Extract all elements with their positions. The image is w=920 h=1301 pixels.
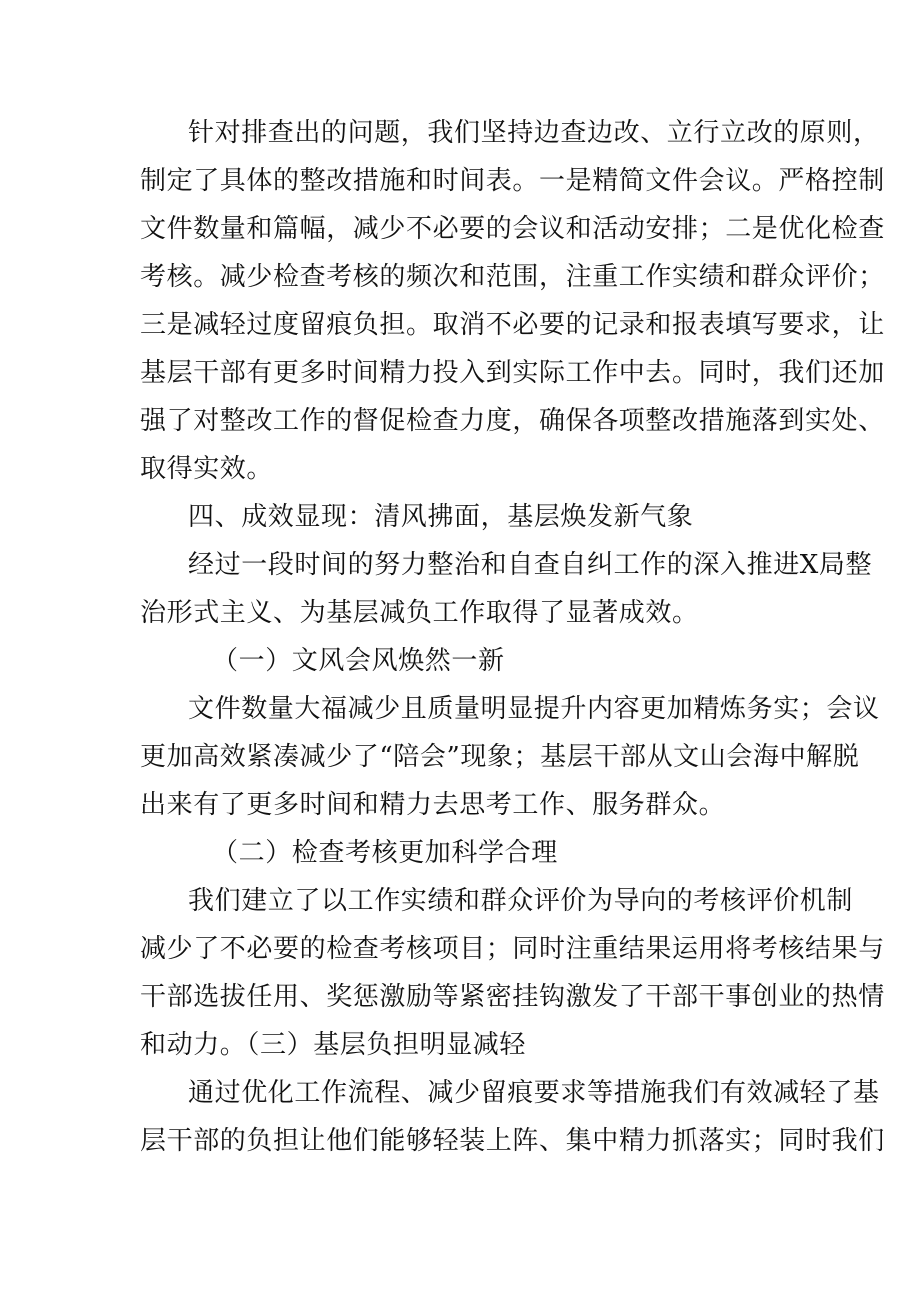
paragraph-1-line-7: 强了对整改工作的督促检查力度，确保各项整改措施落到实处、	[140, 406, 885, 436]
paragraph-4-line-1: 我们建立了以工作实绩和群众评价为导向的考核评价机制	[188, 886, 854, 916]
paragraph-1-line-5: 三是减轻过度留痕负担。取消不必要的记录和报表填写要求，让	[140, 310, 885, 340]
paragraph-1-line-3: 文件数量和篇幅，减少不必要的会议和活动安排；二是优化检查	[140, 214, 885, 244]
paragraph-1-line-4: 考核。减少检查考核的频次和范围，注重工作实绩和群众评价；	[140, 262, 885, 292]
paragraph-3-line-1: 文件数量大福减少且质量明显提升内容更加精炼务实；会议	[188, 694, 880, 724]
paragraph-4-line-4: 和动力。（三）基层负担明显减轻	[140, 1030, 527, 1060]
paragraph-1-line-6: 基层干部有更多时间精力投入到实际工作中去。同时，我们还加	[140, 358, 885, 388]
paragraph-3-line-2: 更加高效紧凑减少了“陪会”现象；基层干部从文山会海中解脱	[140, 742, 860, 772]
subsection-heading-1: （一）文风会风焕然一新	[212, 646, 505, 676]
paragraph-2-line-1: 经过一段时间的努力整治和自查自纠工作的深入推进X局整	[188, 550, 873, 580]
paragraph-1-line-2: 制定了具体的整改措施和时间表。一是精简文件会议。严格控制	[140, 166, 885, 196]
paragraph-2-line-2: 治形式主义、为基层减负工作取得了显著成效。	[140, 598, 699, 628]
paragraph-1-line-8: 取得实效。	[140, 454, 274, 484]
paragraph-1-line-1: 针对排查出的问题，我们坚持边查边改、立行立改的原则，	[188, 118, 880, 148]
paragraph-3-line-3: 出来有了更多时间和精力去思考工作、服务群众。	[140, 790, 726, 820]
paragraph-5-line-2: 层干部的负担让他们能够轻装上阵、集中精力抓落实；同时我们	[140, 1126, 885, 1156]
section-heading-4: 四、成效显现：清风拂面，基层焕发新气象	[188, 502, 694, 532]
paragraph-4-line-2: 减少了不必要的检查考核项目；同时注重结果运用将考核结果与	[140, 934, 885, 964]
subsection-heading-2: （二）检查考核更加科学合理	[212, 838, 558, 868]
paragraph-5-line-1: 通过优化工作流程、减少留痕要求等措施我们有效减轻了基	[188, 1078, 880, 1108]
paragraph-4-line-3: 干部选拔任用、奖惩激励等紧密挂钩激发了干部干事创业的热情	[140, 982, 885, 1012]
